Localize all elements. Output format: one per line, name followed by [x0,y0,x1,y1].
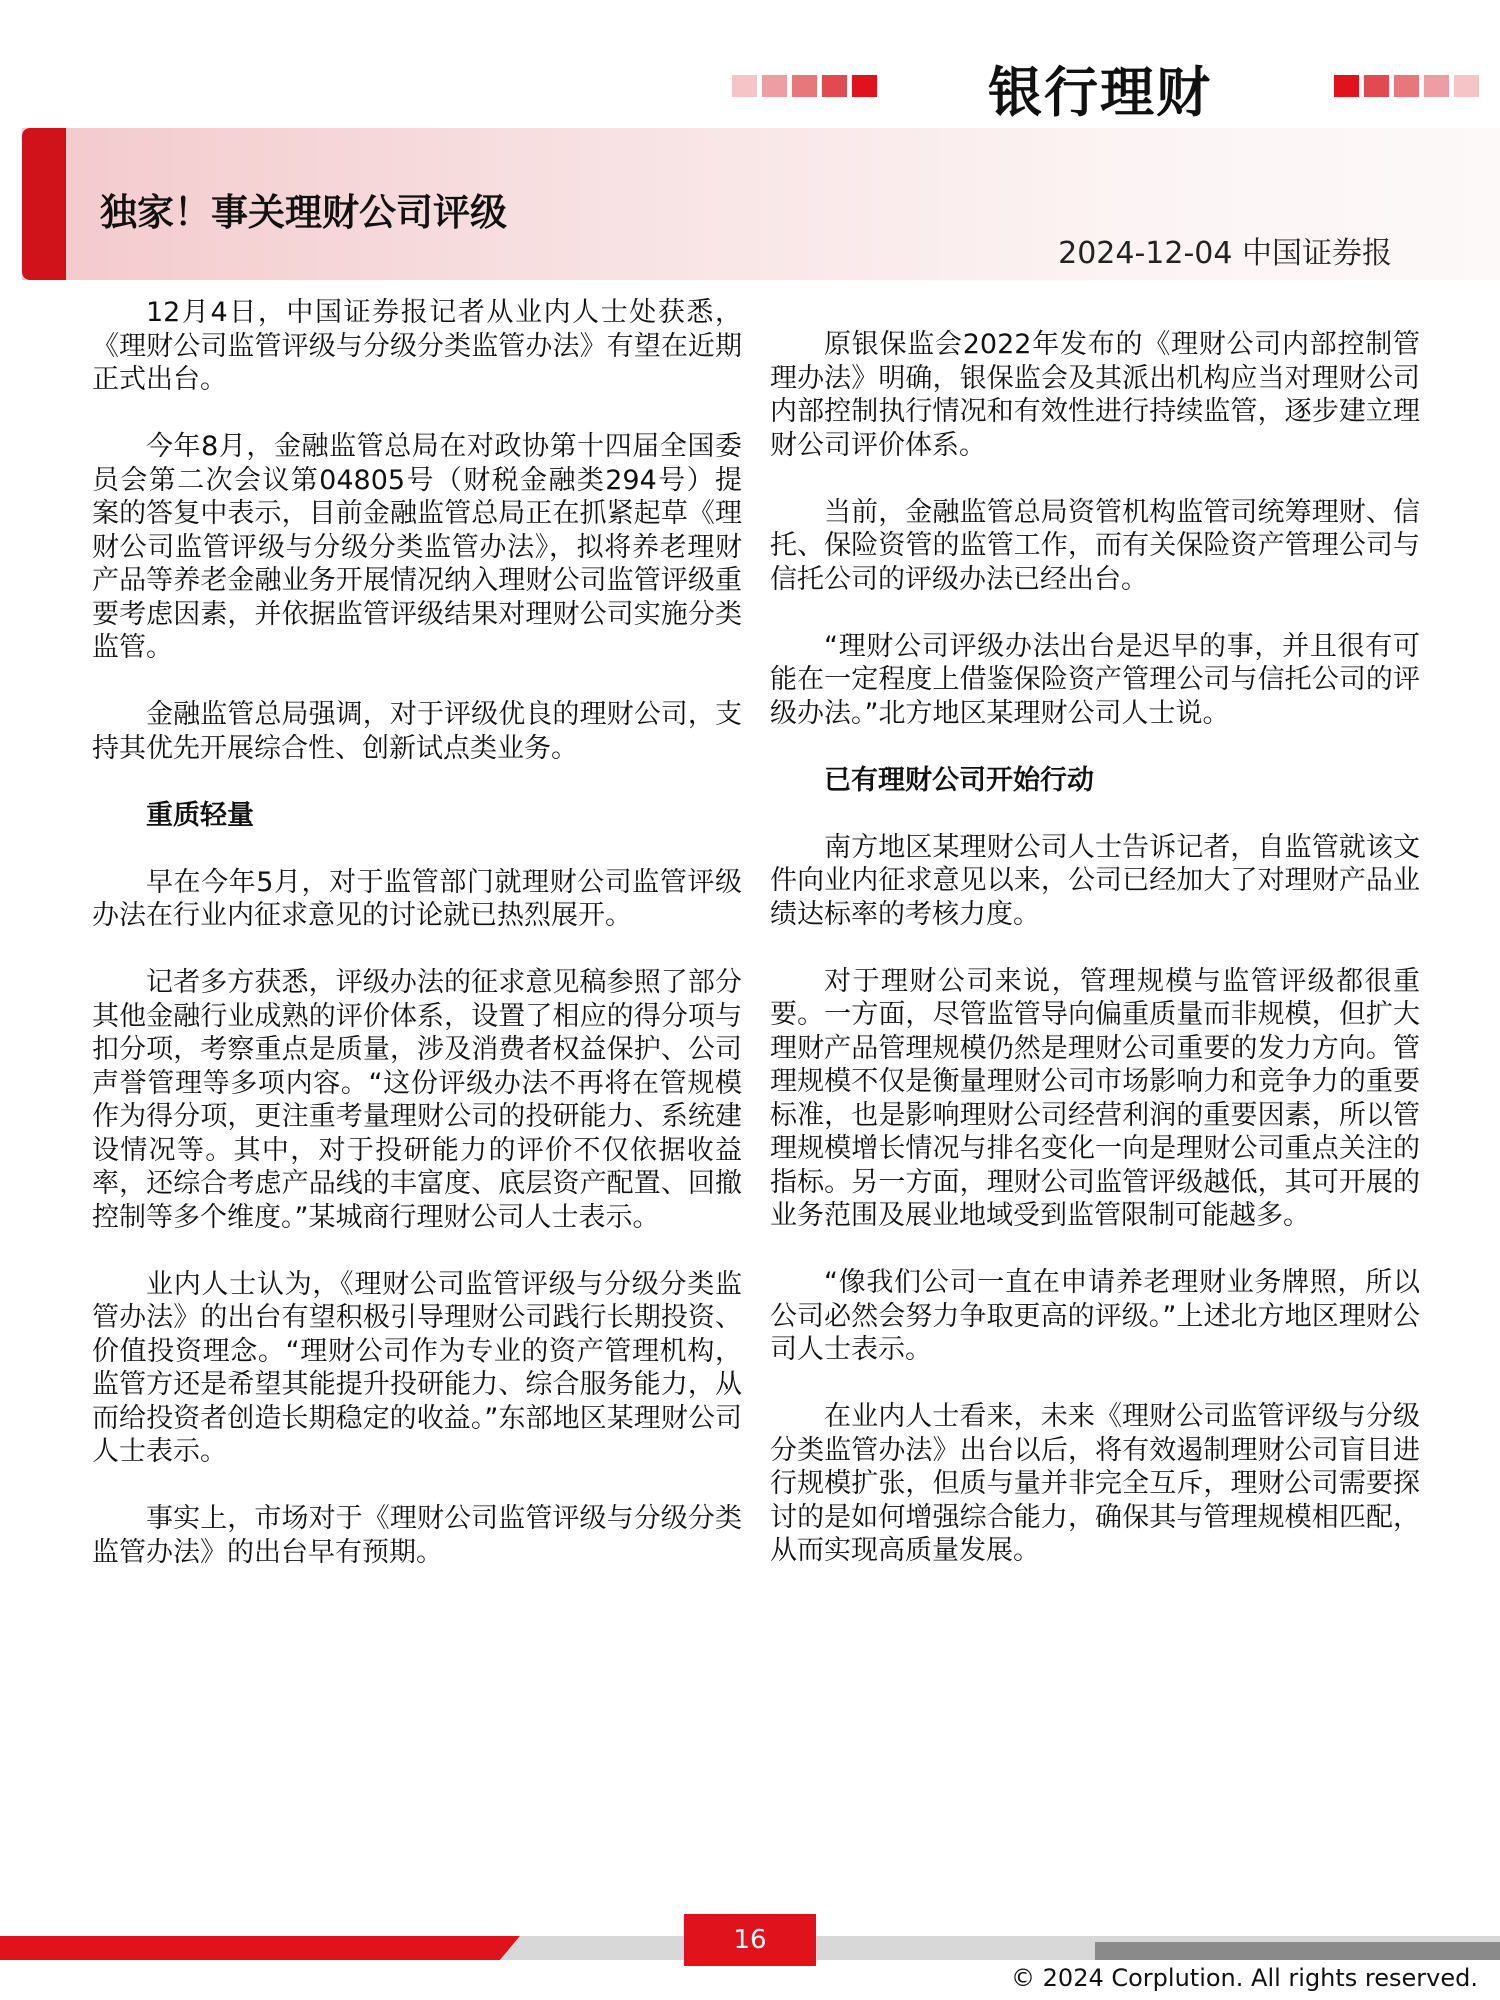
page-number: 16 [684,1914,816,1966]
paragraph: 记者多方获悉，评级办法的征求意见稿参照了部分其他金融行业成熟的评价体系，设置了相应的得分项与扣分项，考察重点是质量，涉及消费者权益保护、公司声誉管理等多项内容。“这份评级办法不再将在管规模作为得分项，更注重考量理财公司的投研能力、系统建设情况等。其中，对于投研能力的评价不仅依据收益率，还综合考虑产品线的丰富度、底层资产配置、回撤控制等多个维度。”某城商行理财公司人士表示。 [92,967,742,1233]
header-decor-square [1364,75,1389,97]
paragraph: 今年8月，金融监管总局在对政协第十四届全国委员会第二次会议第04805号（财税金融类294号）提案的答复中表示，目前金融监管总局正在抓紧起草《理财公司监管评级与分级分类监管办法》，拟将养老理财产品等养老金融业务开展情况纳入理财公司监管评级重要考虑因素，并依据监管评级结果对理财公司实施分类监管。 [92,431,742,663]
paragraph: 南方地区某理财公司人士告诉记者，自监管就该文件向业内征求意见以来，公司已经加大了对理财产品业绩达标率的考核力度。 [770,831,1420,930]
copyright-notice: © 2024 Corplution. All rights reserved. [1011,1964,1478,1992]
header-decor-square [1454,75,1479,97]
header-decor-square [1394,75,1419,97]
paragraph: “理财公司评级办法出台是迟早的事，并且很有可能在一定程度上借鉴保险资产管理公司与信托公司的评级办法。”北方地区某理财公司人士说。 [770,630,1420,729]
paragraph: 事实上，市场对于《理财公司监管评级与分级分类监管办法》的出台早有预期。 [92,1503,742,1568]
paragraph: 早在今年5月，对于监管部门就理财公司监管评级办法在行业内征求意见的讨论就已热烈展开。 [92,866,742,931]
paragraph: 当前，金融监管总局资管机构监管司统筹理财、信托、保险资管的监管工作，而有关保险资产管理公司与信托公司的评级办法已经出台。 [770,496,1420,595]
header-decor-square [762,75,787,97]
right-column [770,328,1420,1601]
header-decor-square [1424,75,1449,97]
paragraph: 对于理财公司来说，管理规模与监管评级都很重要。一方面，尽管监管导向偏重质量而非规模，但扩大理财产品管理规模仍然是理财公司重要的发力方向。管理规模不仅是衡量理财公司市场影响力和竞争力的重要标准，也是影响理财公司经营利润的重要因素，所以管理规模增长情况与排名变化一向是理财公司重点关注的指标。另一方面，理财公司监管评级越低，其可开展的业务范围及展业地域受到监管限制可能越多。 [770,965,1420,1231]
section-heading: 已有理财公司开始行动 [824,764,1094,796]
paragraph: 原银保监会2022年发布的《理财公司内部控制管理办法》明确，银保监会及其派出机构应当对理财公司内部控制执行情况和有效性进行持续监管，逐步建立理财公司评价体系。 [770,329,1420,461]
header-decor-square [822,75,847,97]
section-brand-title: 银行理财 [988,61,1212,124]
paragraph: 在业内人士看来，未来《理财公司监管评级与分级分类监管办法》出台以后，将有效遏制理财公司盲目进行规模扩张，但质与量并非完全互斥，理财公司需要探讨的是如何增强综合能力，确保其与管理规模相匹配，从而实现高质量发展。 [770,1401,1420,1566]
left-column [92,296,742,1603]
section-heading: 重质轻量 [146,799,254,831]
footer-stripe-red [0,1936,520,1960]
header-decor-square [852,75,877,97]
paragraph: 金融监管总局强调，对于评级优良的理财公司，支持其优先开展综合性、创新试点类业务。 [92,699,742,764]
header-decor-square [792,75,817,97]
header-decor-square [732,75,757,97]
paragraph: “像我们公司一直在申请养老理财业务牌照，所以公司必然会努力争取更高的评级。”上述北方地区理财公司人士表示。 [770,1267,1420,1365]
footer-stripe-dark [1095,1942,1500,1960]
title-banner-accent [22,128,66,280]
paragraph: 12月4日，中国证券报记者从业内人士处获悉，《理财公司监管评级与分级分类监管办法》有望在近期正式出台。 [92,297,742,395]
article-date-source: 2024-12-04 中国证券报 [1058,236,1392,271]
header-decor-square [1334,75,1359,97]
article-title: 独家！事关理财公司评级 [100,191,507,234]
paragraph: 业内人士认为，《理财公司监管评级与分级分类监管办法》的出台有望积极引导理财公司践行长期投资、价值投资理念。“理财公司作为专业的资产管理机构，监管方还是希望其能提升投研能力、综合服务能力，从而给投资者创造长期稳定的收益。”东部地区某理财公司人士表示。 [92,1268,742,1467]
